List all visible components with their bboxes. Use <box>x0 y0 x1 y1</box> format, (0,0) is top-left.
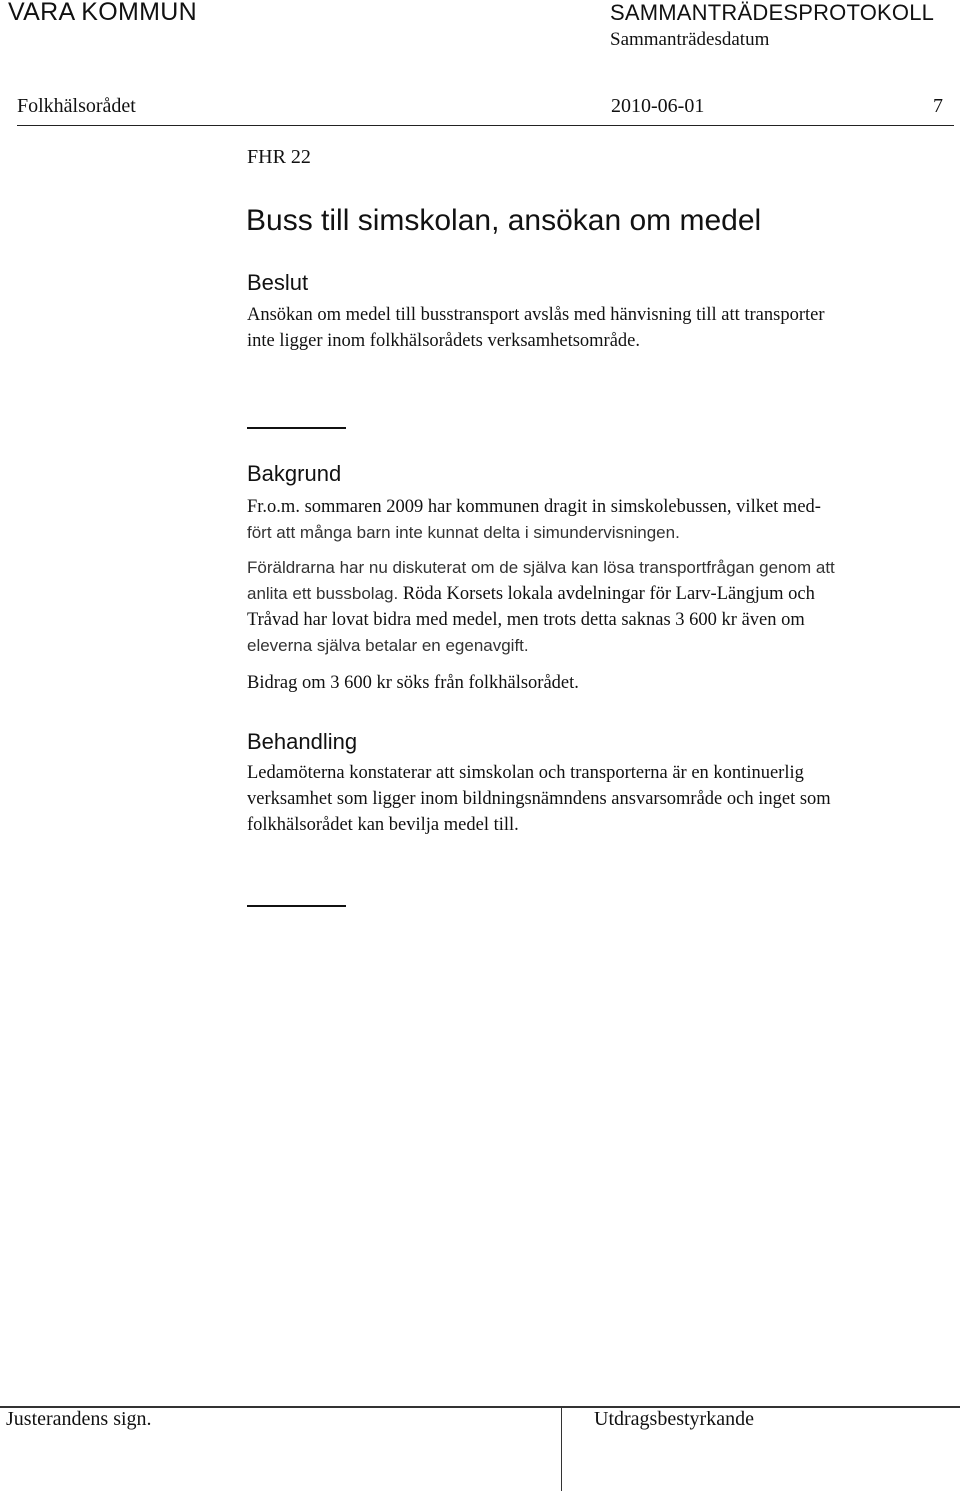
text-line: eleverna själva betalar en egenavgift. <box>247 636 529 655</box>
extract-certification-label: Utdragsbestyrkande <box>594 1408 754 1430</box>
item-title: Buss till simskolan, ansökan om medel <box>246 204 762 237</box>
text-line: inte ligger inom folkhälsorådets verksamhetsområde. <box>247 331 641 351</box>
text-segment: Fr.o.m. sommaren 2009 har kommunen dragit in simskolebussen, vilket med- <box>247 497 821 517</box>
text-line: Tråvad har lovat bidra med medel, men trots detta saknas 3 600 kr även om <box>247 610 805 630</box>
beslut-paragraph <box>247 302 947 354</box>
text-line <box>247 494 947 520</box>
behandling-paragraph <box>247 760 947 838</box>
case-number: FHR 22 <box>247 146 311 168</box>
text-line: Ansökan om medel till busstransport avslås med hänvisning till att transporter <box>247 305 825 325</box>
text-line: fört att många barn inte kunnat delta i simundervisningen. <box>247 523 680 542</box>
bakgrund-paragraph-1 <box>247 494 947 546</box>
text-line: Bidrag om 3 600 kr söks från folkhälsorådet. <box>247 673 579 693</box>
text-segment: anlita ett bussbolag. <box>247 584 399 603</box>
document-type: SAMMANTRÄDESPROTOKOLL <box>610 0 935 25</box>
page-number: 7 <box>933 95 943 117</box>
meeting-date: 2010-06-01 <box>611 95 705 117</box>
behandling-heading: Behandling <box>247 729 358 754</box>
bakgrund-paragraph-3 <box>247 670 947 696</box>
bakgrund-paragraph-2 <box>247 555 947 659</box>
beslut-heading: Beslut <box>247 270 309 295</box>
text-line: folkhälsorådet kan bevilja medel till. <box>247 815 519 835</box>
section-separator <box>247 427 346 429</box>
board-name: Folkhälsorådet <box>17 95 136 117</box>
section-separator <box>247 905 346 907</box>
header-divider <box>17 125 954 126</box>
bakgrund-heading: Bakgrund <box>247 461 342 486</box>
text-line: verksamhet som ligger inom bildningsnämndens ansvarsområde och inget som <box>247 789 831 809</box>
signature-label: Justerandens sign. <box>6 1408 152 1430</box>
text-segment: Röda Korsets lokala avdelningar för Larv-Längjum och <box>398 584 815 604</box>
meeting-date-label: Sammanträdesdatum <box>610 29 770 50</box>
text-line: Föräldrarna har nu diskuterat om de själva kan lösa transportfrågan genom att <box>247 558 835 577</box>
footer-column-divider <box>561 1407 562 1491</box>
text-line: Ledamöterna konstaterar att simskolan och transporterna är en kontinuerlig <box>247 763 804 783</box>
organization-name: VARA KOMMUN <box>8 0 197 26</box>
text-line <box>247 581 947 607</box>
